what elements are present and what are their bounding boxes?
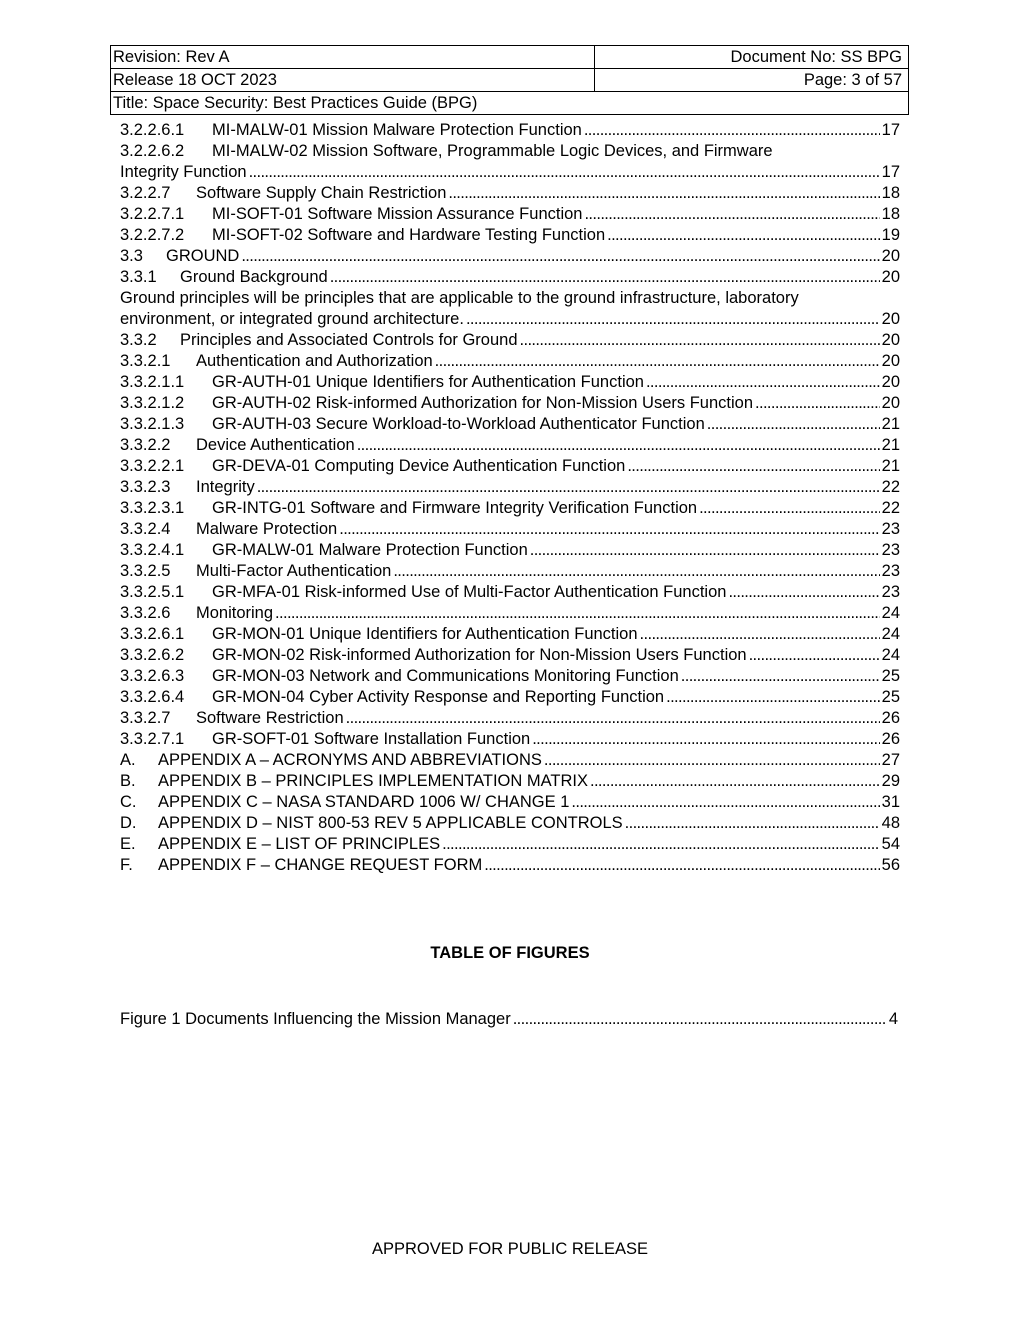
toc-entry[interactable] bbox=[120, 645, 900, 666]
toc-title: Ground principles will be principles that are applicable to the ground infrastructure, laboratory bbox=[120, 289, 799, 307]
toc-title: GR-AUTH-02 Risk-informed Authorization for Non-Mission Users Function bbox=[212, 394, 754, 412]
toc-page: 20 bbox=[881, 247, 900, 265]
toc-number: 3.3.2.7.1 bbox=[120, 730, 185, 748]
toc-entry[interactable] bbox=[120, 183, 900, 204]
toc-page: 26 bbox=[881, 709, 900, 727]
toc-entry-appendix[interactable] bbox=[120, 855, 900, 876]
toc-entry[interactable] bbox=[120, 666, 900, 687]
toc-number: 3.3.2.6.3 bbox=[120, 667, 185, 685]
toc-title: Principles and Associated Controls for Ground bbox=[180, 331, 518, 349]
toc-entry[interactable] bbox=[120, 246, 900, 267]
toc-page: 18 bbox=[881, 184, 900, 202]
toc-page: 22 bbox=[881, 478, 900, 496]
toc-page: 19 bbox=[881, 226, 900, 244]
toc-number: 3.3.2.1.3 bbox=[120, 415, 185, 433]
toc-entry[interactable] bbox=[120, 414, 900, 435]
toc-title: Ground Background bbox=[180, 268, 328, 286]
toc-number: 3.3.2.6.2 bbox=[120, 646, 185, 664]
toc-page: 21 bbox=[881, 457, 900, 475]
toc-number: 3.3.2.6.1 bbox=[120, 625, 185, 643]
toc-title: GR-SOFT-01 Software Installation Function bbox=[212, 730, 531, 748]
toc-entry-appendix[interactable] bbox=[120, 792, 900, 813]
toc-title: GR-MALW-01 Malware Protection Function bbox=[212, 541, 528, 559]
document-title-cell: Title: Space Security: Best Practices Guide (BPG) bbox=[111, 92, 909, 115]
toc-number: 3.2.2.6.2 bbox=[120, 142, 185, 160]
toc-page: 23 bbox=[881, 562, 900, 580]
toc-title: GR-AUTH-01 Unique Identifiers for Authentication Function bbox=[212, 373, 644, 391]
toc-title: GR-MON-01 Unique Identifiers for Authentication Function bbox=[212, 625, 638, 643]
toc-entry[interactable] bbox=[120, 729, 900, 750]
revision-cell: Revision: Rev A bbox=[111, 46, 595, 69]
toc-number: 3.3.2.4.1 bbox=[120, 541, 185, 559]
toc-page: 31 bbox=[881, 793, 900, 811]
toc-page: 20 bbox=[881, 373, 900, 391]
toc-title: MI-SOFT-01 Software Mission Assurance Function bbox=[212, 205, 583, 223]
toc-number: 3.3.2.1.2 bbox=[120, 394, 185, 412]
toc-page: 23 bbox=[881, 520, 900, 538]
toc-title: Malware Protection bbox=[196, 520, 338, 538]
toc-page: 23 bbox=[881, 541, 900, 559]
toc-number: 3.3.2 bbox=[120, 331, 157, 349]
toc-title: Multi-Factor Authentication bbox=[196, 562, 392, 580]
toc-entry[interactable] bbox=[120, 330, 900, 351]
toc-title: GR-DEVA-01 Computing Device Authentication Function bbox=[212, 457, 626, 475]
page-footer: APPROVED FOR PUBLIC RELEASE bbox=[372, 1240, 648, 1258]
toc-entry[interactable] bbox=[120, 519, 900, 540]
toc-page: 48 bbox=[881, 814, 900, 832]
toc-entry[interactable] bbox=[120, 603, 900, 624]
toc-entry[interactable] bbox=[120, 498, 900, 519]
toc-entry[interactable] bbox=[120, 225, 900, 246]
toc-number: D. bbox=[120, 814, 137, 832]
toc-entry[interactable] bbox=[120, 540, 900, 561]
toc-page: 20 bbox=[881, 352, 900, 370]
toc-page: 20 bbox=[881, 310, 900, 328]
table-of-figures-heading: TABLE OF FIGURES bbox=[430, 944, 590, 962]
toc-page: 24 bbox=[881, 646, 900, 664]
toc-entry[interactable] bbox=[120, 477, 900, 498]
toc-number: 3.3.2.1.1 bbox=[120, 373, 185, 391]
toc-title: GR-MFA-01 Risk-informed Use of Multi-Factor Authentication Function bbox=[212, 583, 727, 601]
toc-entry[interactable] bbox=[120, 372, 900, 393]
toc-title: APPENDIX E – LIST OF PRINCIPLES bbox=[158, 835, 441, 853]
toc-entry[interactable] bbox=[120, 120, 900, 141]
toc-number: C. bbox=[120, 793, 137, 811]
toc-entry[interactable] bbox=[120, 393, 900, 414]
toc-title: Authentication and Authorization bbox=[196, 352, 433, 370]
toc-title: Software Supply Chain Restriction bbox=[196, 184, 447, 202]
toc-entry[interactable] bbox=[120, 435, 900, 456]
table-of-contents bbox=[120, 120, 900, 876]
toc-title: APPENDIX A – ACRONYMS AND ABBREVIATIONS bbox=[158, 751, 542, 769]
toc-page: 22 bbox=[881, 499, 900, 517]
toc-number: 3.3 bbox=[120, 247, 143, 265]
toc-page: 20 bbox=[881, 268, 900, 286]
toc-page: 26 bbox=[881, 730, 900, 748]
toc-entry-appendix[interactable] bbox=[120, 771, 900, 792]
toc-page: 24 bbox=[881, 604, 900, 622]
toc-number: A. bbox=[120, 751, 136, 769]
toc-number: 3.2.2.6.1 bbox=[120, 121, 185, 139]
page-number-cell: Page: 3 of 57 bbox=[595, 69, 909, 92]
toc-number: 3.2.2.7.2 bbox=[120, 226, 185, 244]
figure-page: 4 bbox=[888, 1010, 898, 1028]
figure-entry[interactable] bbox=[120, 1009, 898, 1030]
toc-page: 29 bbox=[881, 772, 900, 790]
toc-page: 20 bbox=[881, 331, 900, 349]
toc-entry-appendix[interactable] bbox=[120, 750, 900, 771]
toc-title: MI-SOFT-02 Software and Hardware Testing Function bbox=[212, 226, 606, 244]
toc-number: 3.3.2.1 bbox=[120, 352, 171, 370]
toc-title: GR-INTG-01 Software and Firmware Integrity Verification Function bbox=[212, 499, 698, 517]
toc-title: GR-MON-03 Network and Communications Monitoring Function bbox=[212, 667, 679, 685]
toc-entry-appendix[interactable] bbox=[120, 813, 900, 834]
toc-title: APPENDIX B – PRINCIPLES IMPLEMENTATION MATRIX bbox=[158, 772, 588, 790]
document-header bbox=[110, 45, 909, 115]
toc-number: 3.2.2.7.1 bbox=[120, 205, 185, 223]
toc-title: GR-MON-02 Risk-informed Authorization for Non-Mission Users Function bbox=[212, 646, 747, 664]
toc-entry[interactable] bbox=[120, 561, 900, 582]
toc-entry[interactable] bbox=[120, 267, 900, 288]
toc-entry[interactable] bbox=[120, 624, 900, 645]
toc-entry[interactable] bbox=[120, 288, 900, 330]
toc-title-continued: Integrity Function bbox=[120, 163, 247, 181]
toc-number: 3.3.2.2.1 bbox=[120, 457, 185, 475]
toc-page: 17 bbox=[881, 163, 900, 181]
figure-title: Figure 1 Documents Influencing the Mission Manager bbox=[120, 1010, 511, 1028]
toc-page: 27 bbox=[881, 751, 900, 769]
toc-title: Software Restriction bbox=[196, 709, 344, 727]
toc-page: 54 bbox=[881, 835, 900, 853]
toc-entry-appendix[interactable] bbox=[120, 834, 900, 855]
toc-page: 23 bbox=[881, 583, 900, 601]
toc-number: 3.3.1 bbox=[120, 268, 157, 286]
toc-title-continued: environment, or integrated ground architecture. bbox=[120, 310, 464, 328]
toc-title: MI-MALW-01 Mission Malware Protection Function bbox=[212, 121, 582, 139]
toc-title: APPENDIX C – NASA STANDARD 1006 W/ CHANGE 1 bbox=[158, 793, 570, 811]
toc-number: F. bbox=[120, 856, 133, 874]
toc-page: 21 bbox=[881, 415, 900, 433]
toc-page: 24 bbox=[881, 625, 900, 643]
toc-number: E. bbox=[120, 835, 136, 853]
document-number-cell: Document No: SS BPG bbox=[595, 46, 909, 69]
toc-page: 25 bbox=[881, 688, 900, 706]
toc-entry[interactable] bbox=[120, 204, 900, 225]
toc-page: 18 bbox=[881, 205, 900, 223]
toc-entry[interactable] bbox=[120, 582, 900, 603]
release-cell: Release 18 OCT 2023 bbox=[111, 69, 595, 92]
toc-number: 3.3.2.4 bbox=[120, 520, 171, 538]
toc-page: 21 bbox=[881, 436, 900, 454]
toc-number: 3.3.2.6.4 bbox=[120, 688, 185, 706]
toc-entry[interactable] bbox=[120, 456, 900, 477]
toc-title: GR-AUTH-03 Secure Workload-to-Workload Authenticator Function bbox=[212, 415, 705, 433]
toc-title: APPENDIX D – NIST 800-53 REV 5 APPLICABLE CONTROLS bbox=[158, 814, 623, 832]
toc-page: 17 bbox=[881, 121, 900, 139]
toc-title: GROUND bbox=[166, 247, 240, 265]
toc-page: 56 bbox=[881, 856, 900, 874]
toc-page: 25 bbox=[881, 667, 900, 685]
toc-entry[interactable] bbox=[120, 141, 900, 183]
toc-title: GR-MON-04 Cyber Activity Response and Reporting Function bbox=[212, 688, 665, 706]
toc-number: 3.3.2.5.1 bbox=[120, 583, 185, 601]
toc-entry[interactable] bbox=[120, 351, 900, 372]
toc-title: MI-MALW-02 Mission Software, Programmable Logic Devices, and Firmware bbox=[212, 142, 773, 160]
toc-entry[interactable] bbox=[120, 708, 900, 729]
toc-number: 3.3.2.6 bbox=[120, 604, 171, 622]
toc-entry[interactable] bbox=[120, 687, 900, 708]
toc-title: Integrity bbox=[196, 478, 255, 496]
table-of-figures bbox=[120, 1009, 898, 1030]
toc-page: 20 bbox=[881, 394, 900, 412]
toc-number: 3.2.2.7 bbox=[120, 184, 171, 202]
toc-number: B. bbox=[120, 772, 136, 790]
toc-number: 3.3.2.3.1 bbox=[120, 499, 185, 517]
toc-number: 3.3.2.5 bbox=[120, 562, 171, 580]
toc-title: APPENDIX F – CHANGE REQUEST FORM bbox=[158, 856, 483, 874]
toc-title: Monitoring bbox=[196, 604, 274, 622]
toc-number: 3.3.2.7 bbox=[120, 709, 171, 727]
toc-title: Device Authentication bbox=[196, 436, 355, 454]
toc-number: 3.3.2.2 bbox=[120, 436, 171, 454]
toc-number: 3.3.2.3 bbox=[120, 478, 171, 496]
